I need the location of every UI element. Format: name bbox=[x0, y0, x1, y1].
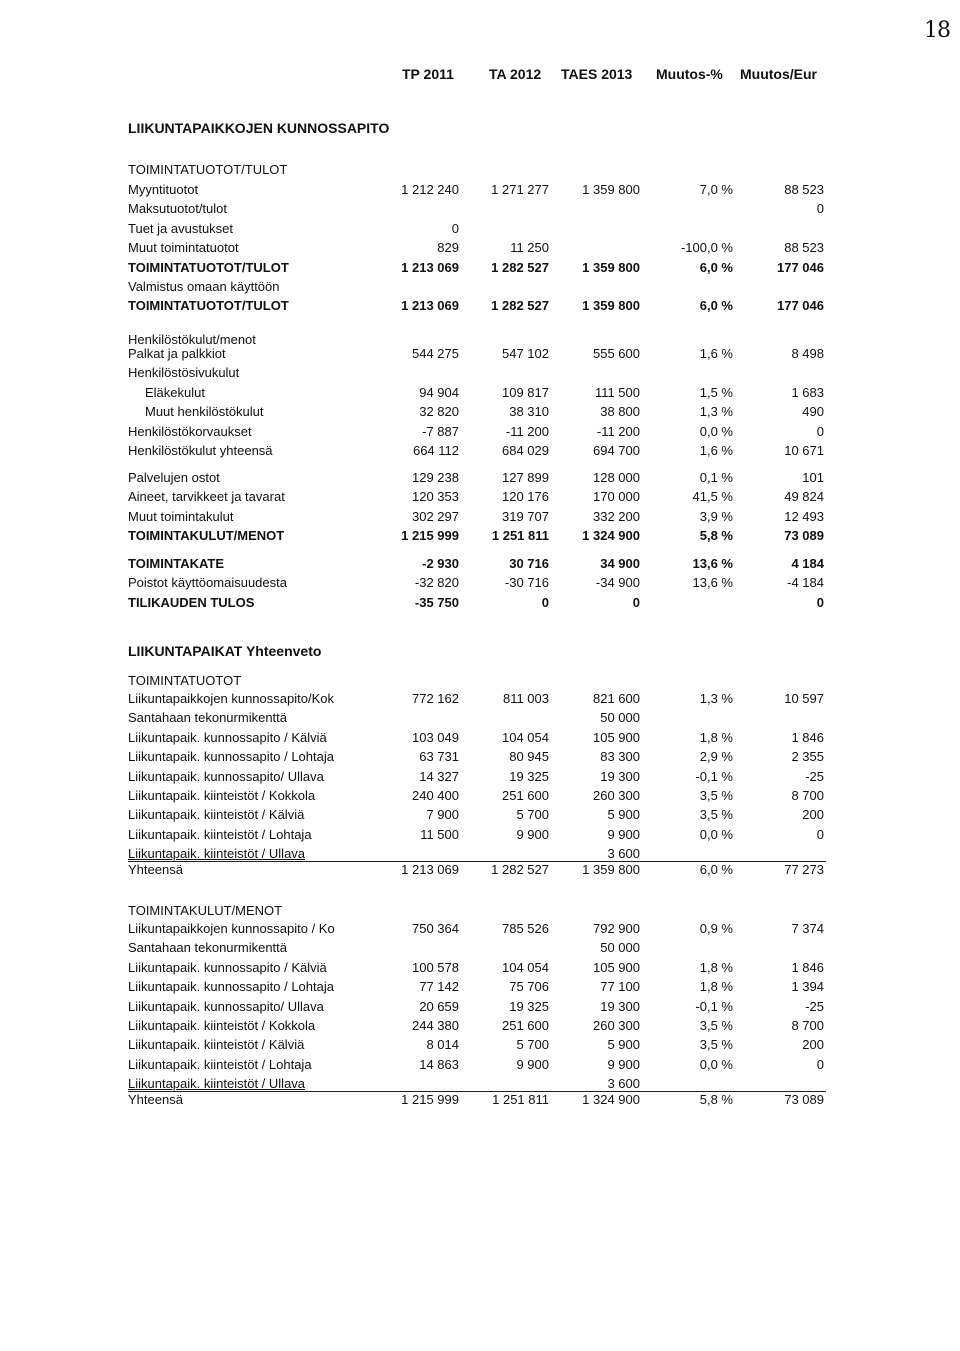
value-tp-2011: -2 930 bbox=[422, 556, 459, 571]
value-muutos-percent: -0,1 % bbox=[695, 998, 733, 1014]
value-muutos-percent: 0,0 % bbox=[699, 1056, 733, 1072]
row-label: Henkilöstökulut yhteensä bbox=[128, 443, 273, 458]
value-taes-2013: 792 900 bbox=[593, 921, 640, 936]
value-taes-2013: 170 000 bbox=[593, 489, 640, 505]
row-label: TOIMINTATUOTOT/TULOT bbox=[128, 259, 289, 275]
value-ta-2012: 785 526 bbox=[502, 921, 549, 936]
value-muutos-eur: 490 bbox=[802, 404, 824, 420]
value-taes-2013: 0 bbox=[632, 594, 640, 610]
row-label: Henkilöstösivukulut bbox=[128, 365, 240, 381]
value-taes-2013: 1 324 900 bbox=[582, 1092, 640, 1107]
value-ta-2012: 1 251 811 bbox=[491, 528, 549, 544]
header-taes-2013: TAES 2013 bbox=[561, 66, 633, 82]
value-muutos-percent: 0,1 % bbox=[699, 470, 733, 485]
value-muutos-percent: 1,8 % bbox=[699, 729, 733, 745]
value-muutos-eur: 12 493 bbox=[784, 508, 824, 524]
value-taes-2013: 128 000 bbox=[593, 470, 640, 485]
row-label: Poistot käyttöomaisuudesta bbox=[128, 575, 287, 591]
value-muutos-eur: 0 bbox=[816, 826, 824, 842]
value-taes-2013: 5 900 bbox=[607, 807, 640, 823]
row-label: Liikuntapaik. kunnossapito / Kälviä bbox=[128, 729, 327, 745]
row-label: Palvelujen ostot bbox=[128, 470, 220, 485]
value-tp-2011: 129 238 bbox=[412, 470, 459, 485]
value-muutos-eur: 0 bbox=[816, 1056, 824, 1072]
table-row bbox=[0, 710, 960, 729]
section-title-yhteenveto: LIIKUNTAPAIKAT Yhteenveto bbox=[128, 643, 322, 659]
table-row bbox=[0, 509, 960, 528]
value-muutos-percent: 1,3 % bbox=[699, 404, 733, 420]
value-tp-2011: -32 820 bbox=[414, 575, 459, 591]
value-muutos-eur: 1 846 bbox=[791, 729, 824, 745]
row-label: Liikuntapaik. kiinteistöt / Kälviä bbox=[128, 1037, 305, 1053]
table-row bbox=[0, 346, 960, 365]
value-muutos-percent: 3,5 % bbox=[699, 788, 733, 803]
value-ta-2012: 1 251 811 bbox=[492, 1092, 549, 1107]
value-muutos-eur: 49 824 bbox=[784, 489, 824, 505]
value-ta-2012: 75 706 bbox=[509, 979, 549, 995]
value-taes-2013: 105 900 bbox=[593, 729, 640, 745]
value-taes-2013: -11 200 bbox=[596, 423, 640, 439]
value-muutos-eur: 177 046 bbox=[777, 298, 824, 314]
table-row bbox=[0, 182, 960, 201]
table-row bbox=[0, 404, 960, 423]
value-ta-2012: 109 817 bbox=[502, 384, 549, 400]
value-muutos-eur: 8 700 bbox=[791, 1018, 824, 1033]
value-muutos-percent: 41,5 % bbox=[692, 489, 733, 505]
value-muutos-eur: 8 700 bbox=[791, 788, 824, 803]
table-row bbox=[0, 279, 960, 298]
value-tp-2011: 0 bbox=[451, 220, 459, 236]
table-row bbox=[0, 528, 960, 547]
value-taes-2013: 260 300 bbox=[593, 1018, 640, 1033]
value-tp-2011: 1 213 069 bbox=[401, 862, 459, 877]
value-taes-2013: 3 600 bbox=[607, 846, 640, 862]
value-tp-2011: 20 659 bbox=[419, 998, 459, 1014]
value-muutos-eur: 73 089 bbox=[784, 1092, 824, 1107]
value-muutos-eur: 77 273 bbox=[784, 862, 824, 877]
value-ta-2012: 684 029 bbox=[502, 443, 549, 458]
value-tp-2011: 7 900 bbox=[426, 807, 459, 823]
value-muutos-percent: 0,0 % bbox=[699, 826, 733, 842]
value-taes-2013: 1 324 900 bbox=[582, 528, 640, 544]
value-tp-2011: 772 162 bbox=[412, 691, 459, 706]
row-label: TOIMINTATUOTOT/TULOT bbox=[128, 298, 289, 314]
table-row bbox=[0, 556, 960, 575]
row-label: Muut henkilöstökulut bbox=[145, 404, 264, 420]
value-ta-2012: 319 707 bbox=[502, 508, 549, 524]
value-muutos-eur: 73 089 bbox=[784, 528, 824, 544]
page-number: 18 bbox=[924, 18, 950, 43]
table-row bbox=[0, 921, 960, 940]
value-ta-2012: 1 271 277 bbox=[491, 182, 549, 197]
header-tp-2011: TP 2011 bbox=[402, 66, 454, 82]
value-tp-2011: 244 380 bbox=[412, 1018, 459, 1033]
value-muutos-percent: 5,8 % bbox=[699, 528, 733, 544]
value-ta-2012: 80 945 bbox=[509, 749, 549, 765]
value-tp-2011: 1 215 999 bbox=[401, 528, 459, 544]
value-ta-2012: 1 282 527 bbox=[491, 862, 549, 877]
value-muutos-percent: 6,0 % bbox=[699, 298, 733, 314]
value-tp-2011: 1 215 999 bbox=[401, 1092, 459, 1107]
table-row bbox=[0, 260, 960, 279]
table-row bbox=[0, 691, 960, 710]
value-taes-2013: 50 000 bbox=[600, 940, 640, 956]
value-tp-2011: 1 213 069 bbox=[401, 298, 459, 314]
value-muutos-eur: 1 683 bbox=[791, 384, 824, 400]
table-row bbox=[0, 298, 960, 317]
table-row bbox=[0, 749, 960, 768]
value-muutos-percent: 3,5 % bbox=[699, 1018, 733, 1033]
value-muutos-eur: 88 523 bbox=[784, 182, 824, 197]
group-label-toimintatuotot: TOIMINTATUOTOT bbox=[128, 673, 242, 688]
value-taes-2013: 77 100 bbox=[600, 979, 640, 995]
row-label: Maksutuotot/tulot bbox=[128, 201, 227, 217]
value-tp-2011: 77 142 bbox=[419, 979, 459, 995]
value-muutos-eur: -4 184 bbox=[787, 575, 824, 591]
header-ta-2012: TA 2012 bbox=[489, 66, 542, 82]
value-tp-2011: 664 112 bbox=[412, 443, 459, 458]
value-muutos-percent: 5,8 % bbox=[699, 1092, 733, 1107]
value-muutos-eur: 10 597 bbox=[784, 691, 824, 706]
table-row bbox=[0, 979, 960, 998]
value-ta-2012: 127 899 bbox=[502, 470, 549, 485]
value-ta-2012: 811 003 bbox=[502, 691, 549, 706]
value-taes-2013: 19 300 bbox=[600, 768, 640, 784]
row-label: Liikuntapaik. kiinteistöt / Lohtaja bbox=[128, 826, 312, 842]
row-label: Liikuntapaikkojen kunnossapito / Ko bbox=[128, 921, 335, 936]
value-ta-2012: 0 bbox=[541, 594, 549, 610]
value-muutos-eur: 7 374 bbox=[791, 921, 824, 936]
row-label: Liikuntapaik. kunnossapito/ Ullava bbox=[128, 768, 324, 784]
value-tp-2011: 302 297 bbox=[412, 508, 459, 524]
group-label-henkilostokulut: Henkilöstökulut/menot bbox=[128, 332, 256, 347]
value-tp-2011: 14 863 bbox=[419, 1056, 459, 1072]
value-muutos-percent: -100,0 % bbox=[680, 240, 733, 256]
row-label: Henkilöstökorvaukset bbox=[128, 423, 252, 439]
table-row bbox=[0, 240, 960, 259]
row-label: Liikuntapaik. kunnossapito / Kälviä bbox=[128, 959, 327, 975]
row-label: Valmistus omaan käyttöön bbox=[128, 279, 280, 294]
value-muutos-percent: 13,6 % bbox=[692, 575, 733, 591]
table-row bbox=[0, 1092, 960, 1111]
value-taes-2013: 19 300 bbox=[600, 998, 640, 1014]
value-ta-2012: 9 900 bbox=[516, 826, 549, 842]
table-row bbox=[0, 443, 960, 462]
value-ta-2012: 251 600 bbox=[502, 1018, 549, 1033]
value-taes-2013: 105 900 bbox=[593, 959, 640, 975]
value-ta-2012: 1 282 527 bbox=[491, 298, 549, 314]
value-taes-2013: 9 900 bbox=[607, 1056, 640, 1072]
row-label: Liikuntapaik. kiinteistöt / Kälviä bbox=[128, 807, 305, 823]
value-taes-2013: 555 600 bbox=[593, 346, 640, 361]
row-label: TILIKAUDEN TULOS bbox=[128, 594, 255, 610]
value-muutos-percent: 6,0 % bbox=[699, 862, 733, 877]
value-ta-2012: 5 700 bbox=[516, 807, 549, 823]
value-taes-2013: 50 000 bbox=[600, 710, 640, 726]
value-ta-2012: 11 250 bbox=[510, 240, 549, 256]
value-muutos-eur: 177 046 bbox=[777, 259, 824, 275]
row-label: Liikuntapaik. kiinteistöt / Lohtaja bbox=[128, 1056, 312, 1072]
value-tp-2011: 8 014 bbox=[426, 1037, 459, 1053]
value-tp-2011: 63 731 bbox=[419, 749, 459, 765]
row-label: Liikuntapaik. kiinteistöt / Ullava bbox=[128, 846, 306, 862]
value-ta-2012: 120 176 bbox=[502, 489, 549, 505]
value-tp-2011: 32 820 bbox=[419, 404, 459, 420]
value-taes-2013: 111 500 bbox=[594, 384, 640, 400]
value-muutos-eur: 1 846 bbox=[791, 959, 824, 975]
table-row bbox=[0, 1018, 960, 1037]
value-muutos-eur: 2 355 bbox=[791, 749, 824, 765]
value-ta-2012: 19 325 bbox=[509, 998, 549, 1014]
row-label: Palkat ja palkkiot bbox=[128, 346, 226, 361]
table-row bbox=[0, 595, 960, 614]
value-muutos-eur: -25 bbox=[805, 998, 824, 1014]
row-label: Santahaan tekonurmikenttä bbox=[128, 710, 287, 726]
value-taes-2013: 9 900 bbox=[607, 826, 640, 842]
value-ta-2012: -30 716 bbox=[504, 575, 549, 591]
table-row bbox=[0, 999, 960, 1018]
value-tp-2011: 1 212 240 bbox=[401, 182, 459, 197]
value-muutos-percent: 1,6 % bbox=[699, 346, 733, 361]
value-muutos-eur: 200 bbox=[802, 1037, 824, 1053]
value-taes-2013: 1 359 800 bbox=[582, 259, 640, 275]
value-muutos-eur: 0 bbox=[816, 594, 824, 610]
value-muutos-percent: 3,5 % bbox=[699, 1037, 733, 1053]
row-label: TOIMINTAKATE bbox=[128, 556, 225, 571]
row-label: Myyntituotot bbox=[128, 182, 199, 197]
row-label: Liikuntapaik. kiinteistöt / Kokkola bbox=[128, 788, 316, 803]
value-tp-2011: 11 500 bbox=[420, 826, 459, 842]
value-taes-2013: 260 300 bbox=[593, 788, 640, 803]
value-muutos-eur: 4 184 bbox=[791, 556, 824, 571]
table-row bbox=[0, 1057, 960, 1076]
value-muutos-eur: -25 bbox=[805, 768, 824, 784]
group-label-tuotot: TOIMINTATUOTOT/TULOT bbox=[128, 162, 288, 177]
value-taes-2013: 1 359 800 bbox=[582, 298, 640, 314]
row-label: Santahaan tekonurmikenttä bbox=[128, 940, 287, 956]
value-ta-2012: 30 716 bbox=[509, 556, 549, 571]
value-muutos-percent: 2,9 % bbox=[699, 749, 733, 765]
value-ta-2012: 251 600 bbox=[502, 788, 549, 803]
header-muutos-percent: Muutos-% bbox=[656, 66, 723, 82]
table-row bbox=[0, 940, 960, 959]
table-row bbox=[0, 807, 960, 826]
value-tp-2011: 544 275 bbox=[412, 346, 459, 361]
value-muutos-eur: 88 523 bbox=[784, 240, 824, 256]
row-label: Aineet, tarvikkeet ja tavarat bbox=[128, 489, 285, 505]
value-taes-2013: 821 600 bbox=[593, 691, 640, 706]
value-muutos-eur: 200 bbox=[802, 807, 824, 823]
table-row bbox=[0, 730, 960, 749]
value-ta-2012: 38 310 bbox=[509, 404, 549, 420]
value-muutos-eur: 8 498 bbox=[791, 346, 824, 361]
row-label: Tuet ja avustukset bbox=[128, 220, 234, 236]
value-tp-2011: 750 364 bbox=[412, 921, 459, 936]
value-muutos-percent: 3,5 % bbox=[699, 807, 733, 823]
value-tp-2011: 14 327 bbox=[419, 768, 459, 784]
value-muutos-percent: 1,6 % bbox=[699, 443, 733, 458]
value-muutos-percent: 1,5 % bbox=[699, 384, 733, 400]
table-row bbox=[0, 788, 960, 807]
value-tp-2011: 103 049 bbox=[412, 729, 459, 745]
value-taes-2013: -34 900 bbox=[595, 575, 640, 591]
value-muutos-percent: 3,9 % bbox=[699, 508, 733, 524]
table-row bbox=[0, 862, 960, 881]
value-muutos-eur: 0 bbox=[816, 201, 824, 217]
row-label: Liikuntapaik. kiinteistöt / Ullava bbox=[128, 1076, 306, 1092]
value-muutos-percent: 1,8 % bbox=[699, 979, 733, 995]
value-tp-2011: 240 400 bbox=[412, 788, 459, 803]
table-row bbox=[0, 221, 960, 240]
table-row bbox=[0, 960, 960, 979]
table-row bbox=[0, 470, 960, 489]
table-row bbox=[0, 827, 960, 846]
value-muutos-percent: 1,8 % bbox=[699, 959, 733, 975]
value-taes-2013: 1 359 800 bbox=[582, 862, 640, 877]
value-taes-2013: 332 200 bbox=[593, 508, 640, 524]
value-ta-2012: 104 054 bbox=[502, 959, 549, 975]
value-taes-2013: 5 900 bbox=[607, 1037, 640, 1053]
value-taes-2013: 83 300 bbox=[600, 749, 640, 765]
table-row bbox=[0, 365, 960, 384]
row-label: Eläkekulut bbox=[145, 384, 205, 400]
table-row bbox=[0, 489, 960, 508]
value-taes-2013: 38 800 bbox=[600, 404, 640, 420]
value-tp-2011: 1 213 069 bbox=[401, 259, 459, 275]
table-row bbox=[0, 424, 960, 443]
group-label-toimintakulut: TOIMINTAKULUT/MENOT bbox=[128, 903, 283, 918]
value-muutos-percent: 6,0 % bbox=[699, 259, 733, 275]
value-tp-2011: 120 353 bbox=[412, 489, 459, 505]
value-tp-2011: -35 750 bbox=[414, 594, 459, 610]
value-tp-2011: 100 578 bbox=[412, 959, 459, 975]
row-label: Liikuntapaik. kunnossapito/ Ullava bbox=[128, 998, 324, 1014]
value-ta-2012: 5 700 bbox=[516, 1037, 549, 1053]
value-ta-2012: -11 200 bbox=[505, 423, 549, 439]
row-label: Liikuntapaik. kiinteistöt / Kokkola bbox=[128, 1018, 316, 1033]
value-muutos-eur: 1 394 bbox=[791, 979, 824, 995]
value-tp-2011: -7 887 bbox=[422, 423, 459, 439]
value-muutos-percent: 1,3 % bbox=[699, 691, 733, 706]
header-muutos-eur: Muutos/Eur bbox=[740, 66, 817, 82]
value-muutos-eur: 10 671 bbox=[784, 443, 824, 458]
value-ta-2012: 1 282 527 bbox=[491, 259, 549, 275]
row-label: Liikuntapaik. kunnossapito / Lohtaja bbox=[128, 749, 334, 765]
table-row bbox=[0, 201, 960, 220]
row-label: Muut toimintatuotot bbox=[128, 240, 239, 256]
section-title-kunnossapito: LIIKUNTAPAIKKOJEN KUNNOSSAPITO bbox=[128, 120, 390, 136]
value-tp-2011: 94 904 bbox=[419, 384, 459, 400]
value-muutos-percent: -0,1 % bbox=[695, 768, 733, 784]
value-taes-2013: 3 600 bbox=[607, 1076, 640, 1092]
value-ta-2012: 9 900 bbox=[516, 1056, 549, 1072]
value-ta-2012: 104 054 bbox=[502, 729, 549, 745]
row-label: Liikuntapaik. kunnossapito / Lohtaja bbox=[128, 979, 334, 995]
value-muutos-percent: 7,0 % bbox=[699, 182, 733, 197]
value-muutos-eur: 0 bbox=[816, 423, 824, 439]
row-label: TOIMINTAKULUT/MENOT bbox=[128, 528, 285, 544]
row-label: Muut toimintakulut bbox=[128, 508, 234, 524]
value-ta-2012: 547 102 bbox=[502, 346, 549, 361]
value-taes-2013: 694 700 bbox=[593, 443, 640, 458]
table-row bbox=[0, 1037, 960, 1056]
value-muutos-percent: 13,6 % bbox=[692, 556, 733, 571]
table-row bbox=[0, 575, 960, 594]
value-tp-2011: 829 bbox=[437, 240, 459, 256]
value-muutos-percent: 0,9 % bbox=[699, 921, 733, 936]
table-row bbox=[0, 769, 960, 788]
table-row bbox=[0, 385, 960, 404]
value-taes-2013: 34 900 bbox=[600, 556, 640, 571]
value-muutos-percent: 0,0 % bbox=[699, 423, 733, 439]
row-label: Liikuntapaikkojen kunnossapito/Kok bbox=[128, 691, 334, 706]
value-taes-2013: 1 359 800 bbox=[582, 182, 640, 197]
row-label: Yhteensä bbox=[128, 862, 183, 877]
value-ta-2012: 19 325 bbox=[509, 768, 549, 784]
value-muutos-eur: 101 bbox=[802, 470, 824, 485]
row-label: Yhteensä bbox=[128, 1092, 183, 1107]
